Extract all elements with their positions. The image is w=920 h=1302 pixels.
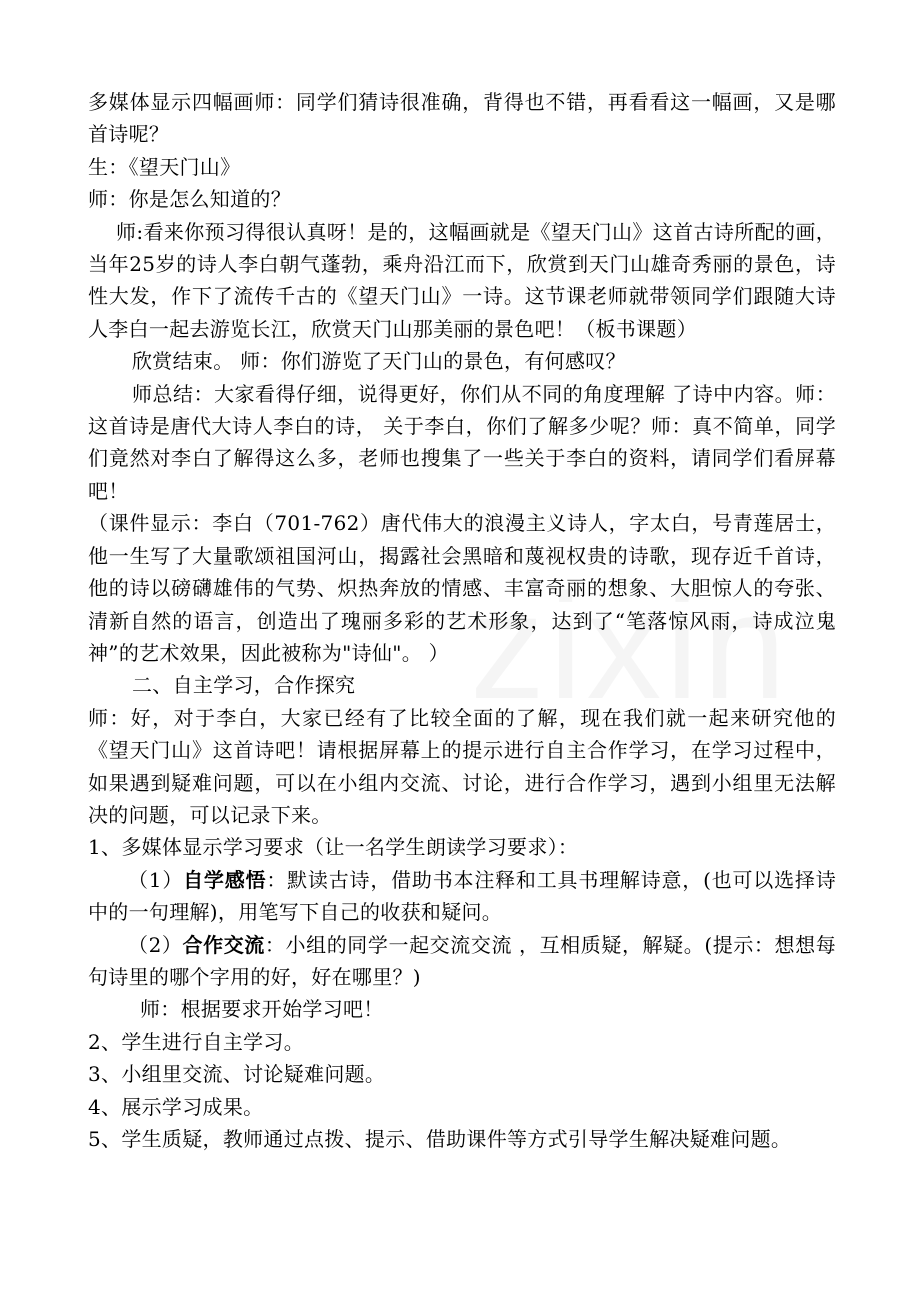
requirement-self-study — [88, 864, 836, 929]
requirement-cooperation — [88, 929, 836, 994]
paragraph-teacher-question: 师：你是怎么知道的？ — [88, 187, 291, 212]
requirement-text: ：默读古诗，借助书本注释和工具书理解诗意，(也可以选择诗中的一句理解)，用笔写下自己的收获和疑问。 — [88, 867, 837, 925]
paragraph-start-learning: 师：根据要求开始学习吧！ — [140, 997, 384, 1022]
list-item-question-solving: 5、学生质疑，教师通过点拨、提示、借助课件等方式引导学生解决疑难问题。 — [88, 1127, 792, 1151]
requirement-number: （1） — [128, 867, 184, 892]
requirement-number: （2） — [128, 932, 183, 957]
section-heading-self-study: 二、自主学习，合作探究 — [132, 673, 356, 698]
list-item-self-study: 2、学生进行自主学习。 — [88, 1029, 305, 1054]
requirement-title: 自学感悟 — [183, 867, 267, 892]
paragraph-student-answer: 生：《望天门山》 — [88, 154, 241, 179]
paragraph-li-bai-bio: （课件显示：李白（701-762）唐代伟大的浪漫主义诗人，字太白，号青莲居士，他一生写了大量歌颂祖国河山，揭露社会黑暗和蔑视权贵的诗歌，现存近千首诗，他的诗以磅礴雄伟的气势、炽热奔放的情感、丰富奇丽的想象、大胆惊人的夸张、清新自然的语言，创造出了瑰丽多彩的艺术形象，达到了“笔落惊风雨，诗成泣鬼神”的艺术效果，因此被称为"诗仙"。 ） — [88, 511, 836, 665]
document-body — [88, 86, 836, 1155]
paragraph-teacher-summary: 师总结：大家看得仔细，说得更好，你们从不同的角度理解 了诗中内容。师：这首诗是唐代大诗人李白的诗， 关于李白，你们了解多少呢？师：真不简单，同学们竟然对李白了解得这么多，老师也搜集了一些关于李白的资料，请同学们看屏幕吧！ — [88, 381, 836, 503]
paragraph-teacher-intro: 师:看来你预习得很认真呀！是的，这幅画就是《望天门山》这首古诗所配的画，当年25岁的诗人李白朝气蓬勃，乘舟沿江而下，欣赏到天门山雄奇秀丽的景色，诗性大发，作下了流传千古的《望天门山》一诗。这节课老师就带领同学们跟随大诗人李白一起去游览长江，欣赏天门山那美丽的景色吧！（板书课题） — [88, 219, 836, 341]
list-item-show-results: 4、展示学习成果。 — [88, 1094, 264, 1119]
paragraph-study-instructions: 师：好，对于李白，大家已经有了比较全面的了解，现在我们就一起来研究他的《望天门山》这首诗吧！请根据屏幕上的提示进行自主合作学习，在学习过程中，如果遇到疑难问题，可以在小组内交流、讨论，进行合作学习，遇到小组里无法解决的问题，可以记录下来。 — [88, 705, 836, 827]
paragraph-multimedia-intro: 多媒体显示四幅画师：同学们猜诗很准确，背得也不错，再看看这一幅画，又是哪首诗呢？ — [88, 90, 836, 147]
requirement-title: 合作交流 — [182, 932, 265, 957]
list-item-study-requirements: 1、多媒体显示学习要求（让一名学生朗读学习要求）： — [88, 835, 579, 860]
list-item-group-discussion: 3、小组里交流、讨论疑难问题。 — [88, 1062, 386, 1087]
requirement-text: ：小组的同学一起交流交流 ，互相质疑，解疑。(提示：想想每句诗里的哪个字用的好，好在哪里？) — [88, 932, 837, 989]
paragraph-appreciation-end: 欣赏结束。 师：你们游览了天门山的景色，有何感叹？ — [132, 349, 626, 374]
